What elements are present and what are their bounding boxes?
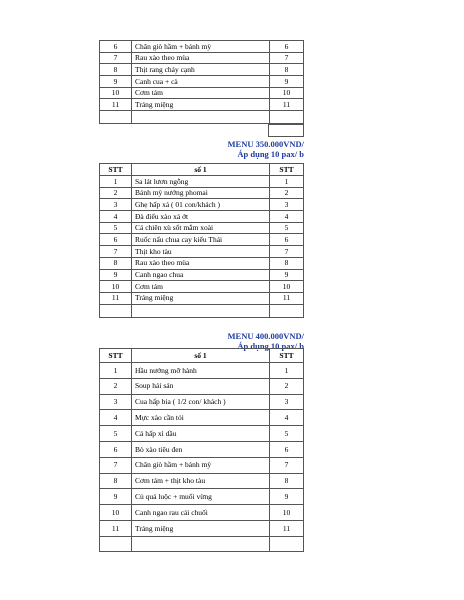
row-number: 10 <box>270 281 304 293</box>
menu-item: Cá chiên xù sốt mắm xoài <box>132 222 270 234</box>
table-row <box>100 281 304 293</box>
empty-row <box>100 536 304 551</box>
menu-item: Cơm tám <box>132 281 270 293</box>
row-number: 7 <box>270 52 304 64</box>
blank-cell <box>268 124 304 137</box>
row-number: 7 <box>270 246 304 258</box>
row-number: 11 <box>100 520 132 536</box>
row-number: 8 <box>270 473 304 489</box>
menu-item: Thịt kho tàu <box>132 246 270 258</box>
row-number: 6 <box>270 441 304 457</box>
row-number: 4 <box>270 410 304 426</box>
row-number: 9 <box>100 269 132 281</box>
row-number: 10 <box>100 87 132 99</box>
table-row <box>100 269 304 281</box>
menu-item: Cua hấp bia ( 1/2 con/ khách ) <box>132 394 270 410</box>
row-number: 2 <box>100 378 132 394</box>
row-number: 7 <box>270 457 304 473</box>
row-number: 2 <box>100 187 132 199</box>
menu-item: Cơm tám + thịt kho tàu <box>132 473 270 489</box>
row-number: 9 <box>270 489 304 505</box>
table-row <box>100 489 304 505</box>
menu-400-table <box>99 348 304 552</box>
empty-cell <box>132 111 270 124</box>
table-row <box>100 52 304 64</box>
table-row <box>100 176 304 188</box>
empty-cell <box>132 304 270 317</box>
row-number: 3 <box>100 394 132 410</box>
row-number: 6 <box>270 41 304 53</box>
row-number: 9 <box>100 489 132 505</box>
row-number: 7 <box>100 246 132 258</box>
row-number: 4 <box>100 211 132 223</box>
table-row <box>100 234 304 246</box>
menu-item: Bánh mỳ nướng phomai <box>132 187 270 199</box>
menu-350-header <box>228 139 305 159</box>
row-number: 6 <box>100 41 132 53</box>
table-row <box>100 199 304 211</box>
menu-table-continued <box>99 40 304 124</box>
menu-item: Canh cua + cà <box>132 76 270 88</box>
empty-cell <box>132 536 270 551</box>
row-number: 1 <box>270 176 304 188</box>
row-number: 7 <box>100 457 132 473</box>
row-number: 1 <box>270 363 304 379</box>
menu-item: Ghẹ hấp xả ( 01 con/khách ) <box>132 199 270 211</box>
row-number: 5 <box>270 426 304 442</box>
row-number: 1 <box>100 363 132 379</box>
menu-item: Sa lát lươn ngỗng <box>132 176 270 188</box>
menu-item: Tráng miệng <box>132 292 270 304</box>
table-row <box>100 441 304 457</box>
row-number: 6 <box>270 234 304 246</box>
table-row <box>100 257 304 269</box>
row-number: 11 <box>270 520 304 536</box>
row-number: 4 <box>270 211 304 223</box>
row-number: 5 <box>270 222 304 234</box>
empty-cell <box>100 111 132 124</box>
menu-item: Soup hải sản <box>132 378 270 394</box>
menu-item: Hầu nướng mỡ hành <box>132 363 270 379</box>
row-number: 11 <box>270 292 304 304</box>
table-row <box>100 76 304 88</box>
table-row <box>100 520 304 536</box>
menu-item: Tráng miệng <box>132 99 270 111</box>
empty-cell <box>100 304 132 317</box>
row-number: 9 <box>270 269 304 281</box>
column-header-stt: STT <box>100 349 132 363</box>
row-number: 10 <box>100 505 132 521</box>
menu-item: Canh ngao chua <box>132 269 270 281</box>
empty-cell <box>100 536 132 551</box>
row-number: 6 <box>100 441 132 457</box>
row-number: 10 <box>270 87 304 99</box>
row-number: 2 <box>270 378 304 394</box>
menu-item: Cá hấp xì dầu <box>132 426 270 442</box>
empty-row <box>100 304 304 317</box>
menu-item: Chân giò hầm + bánh mỳ <box>132 457 270 473</box>
table-row <box>100 505 304 521</box>
row-number: 8 <box>270 64 304 76</box>
table-row <box>100 363 304 379</box>
row-number: 4 <box>100 410 132 426</box>
column-header-menu: số 1 <box>132 349 270 363</box>
menu-item: Canh ngao rau cải chuối <box>132 505 270 521</box>
empty-row <box>100 111 304 124</box>
row-number: 10 <box>270 505 304 521</box>
column-header-stt: STT <box>270 164 304 176</box>
menu-title: MENU 400.000VND/ <box>227 331 304 341</box>
table-row <box>100 473 304 489</box>
row-number: 9 <box>270 76 304 88</box>
menu-title: MENU 350.000VND/ <box>227 139 304 149</box>
row-number: 11 <box>270 99 304 111</box>
table-row <box>100 457 304 473</box>
table-row <box>100 394 304 410</box>
table-row <box>100 41 304 53</box>
empty-cell <box>270 304 304 317</box>
row-number: 5 <box>100 426 132 442</box>
table-row <box>100 292 304 304</box>
menu-item: Tráng miệng <box>132 520 270 536</box>
menu-item: Cơm tám <box>132 87 270 99</box>
table-row <box>100 87 304 99</box>
column-header-stt: STT <box>270 349 304 363</box>
row-number: 6 <box>100 234 132 246</box>
menu-item: Rau xào theo mùa <box>132 52 270 64</box>
table-row <box>100 187 304 199</box>
menu-item: Thịt rang cháy cạnh <box>132 64 270 76</box>
row-number: 10 <box>100 281 132 293</box>
row-number: 3 <box>270 199 304 211</box>
row-number: 5 <box>100 222 132 234</box>
menu-item: Bò xào tiêu đen <box>132 441 270 457</box>
row-number: 7 <box>100 52 132 64</box>
menu-item: Đà điểu xào xả ớt <box>132 211 270 223</box>
row-number: 8 <box>100 257 132 269</box>
row-number: 3 <box>270 394 304 410</box>
table-row <box>100 222 304 234</box>
row-number: 8 <box>100 64 132 76</box>
table-row <box>100 99 304 111</box>
row-number: 3 <box>100 199 132 211</box>
menu-350-table <box>99 163 304 318</box>
row-number: 9 <box>100 76 132 88</box>
column-header-stt: STT <box>100 164 132 176</box>
empty-cell <box>270 111 304 124</box>
table-row <box>100 211 304 223</box>
row-number: 8 <box>270 257 304 269</box>
menu-item: Củ quả luộc + muối vừng <box>132 489 270 505</box>
menu-item: Ruốc nấu chua cay kiểu Thái <box>132 234 270 246</box>
table-row <box>100 64 304 76</box>
table-row <box>100 378 304 394</box>
column-header-menu: số 1 <box>132 164 270 176</box>
row-number: 2 <box>270 187 304 199</box>
table-row <box>100 410 304 426</box>
menu-item: Mực xào cần tỏi <box>132 410 270 426</box>
row-number: 8 <box>100 473 132 489</box>
row-number: 1 <box>100 176 132 188</box>
menu-subtitle: Áp dụng 10 pax/ b <box>237 149 304 159</box>
empty-cell <box>270 536 304 551</box>
table-row <box>100 246 304 258</box>
row-number: 11 <box>100 99 132 111</box>
menu-item: Rau xào theo mùa <box>132 257 270 269</box>
menu-item: Chân giò hầm + bánh mỳ <box>132 41 270 53</box>
table-row <box>100 426 304 442</box>
menu-subtitle: Áp dụng 10 pax/ b <box>237 341 304 351</box>
row-number: 11 <box>100 292 132 304</box>
